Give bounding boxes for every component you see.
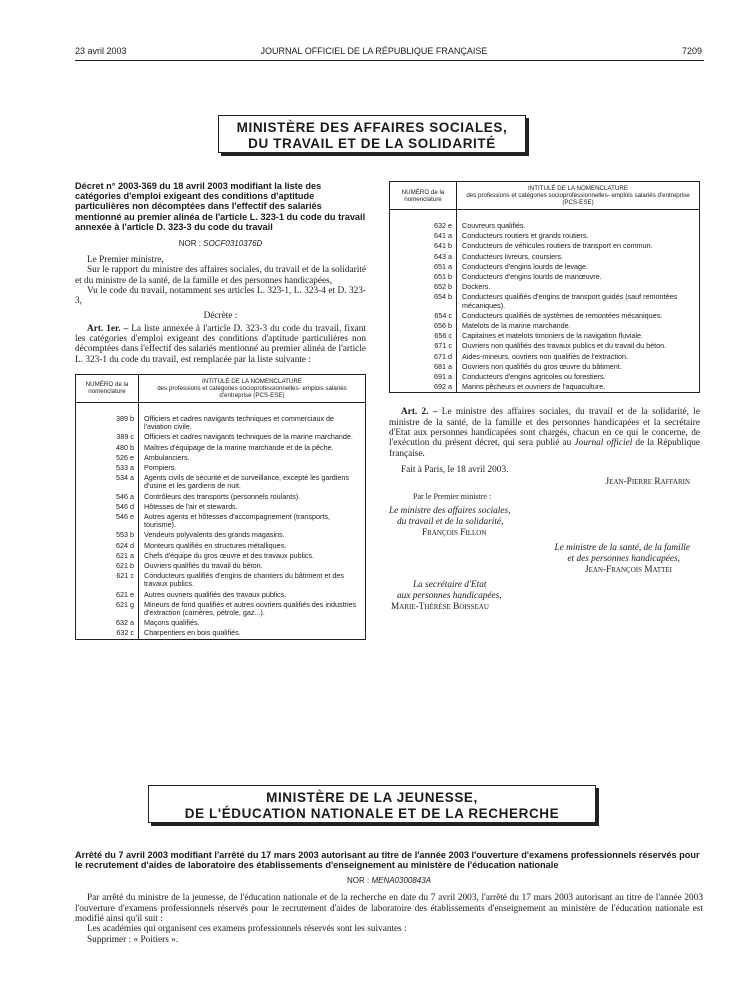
article-1-text: La liste annexée à l'article D. 323-3 du code du travail, fixant les catégories d'emploi exigeant des conditions d'aptitude particulières non décomptées dans l'effectif des salariés mentionné au premier alinéa de l'article L. 323-1 du code du travail, est remplacée par la liste suivante : <box>75 323 366 365</box>
nomenclature-code: 526 e <box>76 453 139 463</box>
signatory-title: Le ministre des affaires sociales, <box>389 506 511 517</box>
nomenclature-label: Agents civils de sécurité et de surveillance, excepté les gardiens d'usine et les gardiens de nuit. <box>139 473 366 491</box>
nomenclature-label: Conducteurs d'engins lourds de manœuvre. <box>457 272 700 282</box>
table-row <box>76 414 366 432</box>
header-rule <box>75 60 704 61</box>
intitule-subtitle: des professions et catégories socioprofessionnelles- emplois salariés d'entreprise (PCS-ESE) <box>466 192 690 206</box>
nomenclature-label: Maîtres d'équipage de la marine marchande et de la pêche. <box>139 443 366 453</box>
signatory-title: du travail et de la solidarité, <box>397 517 504 528</box>
table-row <box>390 321 700 331</box>
table-row <box>390 382 700 393</box>
fait-a-paris: Fait à Paris, le 18 avril 2003. <box>401 464 509 475</box>
nomenclature-label: Conducteurs d'engins lourds de levage. <box>457 262 700 272</box>
table-row <box>390 221 700 231</box>
arrete-paragraph: Supprimer : « Poitiers ». <box>87 934 179 945</box>
nomenclature-label: Ambulanciers. <box>139 453 366 463</box>
table-row <box>390 282 700 292</box>
nomenclature-code: 553 b <box>76 530 139 540</box>
nomenclature-label: Conducteurs livreurs, coursiers. <box>457 252 700 262</box>
arrete-title: Arrêté du 7 avril 2003 modifiant l'arrêté du 17 mars 2003 autorisant au titre de l'année 2003 l'ouverture d'examens professionnels réservés pour le recrutement d'aides de laboratoire des établissements d'enseignement au ministère de l'éducation nationale <box>75 850 700 871</box>
nomenclature-label: Autres ouvriers qualifiés des travaux publics. <box>139 590 366 600</box>
nomenclature-code: 641 a <box>390 231 457 241</box>
table-row <box>76 512 366 530</box>
header-date: 23 avril 2003 <box>75 46 127 56</box>
nomenclature-label: Officiers et cadres navigants techniques et commerciaux de l'aviation civile. <box>139 414 366 432</box>
nomenclature-label: Mineurs de fond qualifiés et autres ouvriers qualifiés des industries d'extraction (carrières, pétrole, gaz...). <box>139 600 366 618</box>
ministry-heading-line2: DE L'ÉDUCATION NATIONALE ET DE LA RECHERCHE <box>184 806 560 821</box>
decret-title: Décret n° 2003-369 du 18 avril 2003 modifiant la liste des catégories d'emploi exigeant des conditions d'aptitude particulières non décomptées dans l'effectif des salariés mentionné au premier alinéa de l'article L. 323-1 du code du travail annexée à l'article D. 323-3 du code du travail <box>75 181 366 232</box>
header-journal-title: JOURNAL OFFICIEL DE LA RÉPUBLIQUE FRANÇAISE <box>260 46 488 56</box>
nomenclature-code: 671 d <box>390 352 457 362</box>
nomenclature-code: 546 a <box>76 492 139 502</box>
nomenclature-label: Conducteurs qualifiés d'engins de transport guidés (sauf remontées mécaniques). <box>457 292 700 310</box>
nomenclature-code: 632 e <box>390 221 457 231</box>
table-row <box>390 231 700 241</box>
nomenclature-label: Contrôleurs des transports (personnels roulants). <box>139 492 366 502</box>
nomenclature-code: 643 a <box>390 252 457 262</box>
ministry-heading-line1: MINISTÈRE DE LA JEUNESSE, <box>266 790 478 805</box>
nomenclature-label: Pompiers. <box>139 463 366 473</box>
signatory-title: La secrétaire d'Etat <box>413 580 487 591</box>
nomenclature-code: 624 d <box>76 541 139 551</box>
signature-premier-ministre: Jean-Pierre Raffarin <box>605 477 690 488</box>
table-row <box>76 571 366 589</box>
left-column <box>75 181 366 640</box>
table-row <box>76 628 366 639</box>
table-row <box>76 551 366 561</box>
decrete-label: Décrète : <box>203 310 238 321</box>
column-header-intitule <box>139 374 366 402</box>
nomenclature-label: Capitaines et matelots timoniers de la navigation fluviale. <box>457 331 700 341</box>
nomenclature-code: 632 c <box>76 628 139 639</box>
nomenclature-code: 546 d <box>76 502 139 512</box>
decret-paragraph: Sur le rapport du ministre des affaires sociales, du travail et de la solidarité et du ministre de la santé, de la famille et des personnes handicapées, <box>75 265 366 286</box>
article-2 <box>389 407 700 458</box>
nomenclature-label: Ouvriers non qualifiés du gros œuvre du bâtiment. <box>457 362 700 372</box>
ministry-heading-box <box>218 115 526 153</box>
signatory-title: aux personnes handicapées, <box>397 591 502 602</box>
nomenclature-code: 652 b <box>390 282 457 292</box>
nomenclature-label: Conducteurs qualifiés de systèmes de remontées mécaniques. <box>457 311 700 321</box>
nomenclature-code: 681 a <box>390 362 457 372</box>
nomenclature-label: Officiers et cadres navigants techniques de la marine marchande. <box>139 432 366 442</box>
nomenclature-label: Hôtesses de l'air et stewards. <box>139 502 366 512</box>
table-row <box>76 502 366 512</box>
table-row <box>390 262 700 272</box>
table-row <box>390 311 700 321</box>
column-header-numero: NUMÉRO de la nomenclature <box>390 182 457 210</box>
decret-nor-label: NOR : <box>178 239 201 249</box>
nomenclature-label: Couvreurs qualifiés. <box>457 221 700 231</box>
article-1 <box>75 324 366 365</box>
arrete-section <box>75 850 703 945</box>
intitule-subtitle: des professions et catégories socioprofessionnelles- emplois salariés d'entreprise (PCS-ESE) <box>157 384 347 399</box>
nomenclature-label: Conducteurs qualifiés d'engins de chantiers du bâtiment et des travaux publics. <box>139 571 366 589</box>
nomenclature-code: 656 c <box>390 331 457 341</box>
nomenclature-code: 389 c <box>76 432 139 442</box>
nomenclature-code: 546 e <box>76 512 139 530</box>
intitule-title: INTITULÉ DE LA NOMENCLATURE <box>528 185 628 192</box>
intitule-title: INTITULÉ DE LA NOMENCLATURE <box>202 377 302 385</box>
nomenclature-code: 389 b <box>76 414 139 432</box>
arrete-nor-label: NOR : <box>346 876 370 886</box>
signatory-title: et des personnes handicapées, <box>567 554 680 565</box>
table-row <box>76 432 366 442</box>
arrete-paragraph: Les académies qui organisent ces examens professionnels réservés sont les suivantes : <box>87 924 407 935</box>
nomenclature-code: 641 b <box>390 241 457 251</box>
table-row <box>76 473 366 491</box>
nomenclature-code: 691 a <box>390 372 457 382</box>
nomenclature-code: 654 c <box>390 311 457 321</box>
table-row <box>76 541 366 551</box>
signature-mattei: Jean-François Mattei <box>584 565 672 576</box>
article-2-text-end: de la République française. <box>389 438 701 459</box>
right-column <box>389 181 700 613</box>
nomenclature-code: 480 b <box>76 443 139 453</box>
table-row <box>390 352 700 362</box>
article-2-label: Art. 2. – <box>401 407 438 418</box>
nomenclature-code: 651 b <box>390 272 457 282</box>
nomenclature-label: Aides-mineurs, ouvriers non qualifiés de l'extraction. <box>457 352 700 362</box>
nomenclature-label: Conducteurs routiers et grands routiers. <box>457 231 700 241</box>
table-row <box>390 372 700 382</box>
nomenclature-table-left <box>75 374 366 640</box>
decret-paragraph: Le Premier ministre, <box>87 255 164 266</box>
nomenclature-label: Chefs d'équipe du gros œuvre et des travaux publics. <box>139 551 366 561</box>
signatory-block-mattei <box>389 543 700 576</box>
signature-fillon: François Fillon <box>422 528 487 539</box>
nomenclature-label: Conducteurs d'engins agricoles ou forestiers. <box>457 372 700 382</box>
nomenclature-label: Vendeurs polyvalents des grands magasins. <box>139 530 366 540</box>
ministry-heading-box <box>148 785 596 823</box>
arrete-nor-code: MENA0300843A <box>371 876 432 886</box>
table-row <box>390 292 700 310</box>
table-row <box>76 530 366 540</box>
table-row <box>76 492 366 502</box>
par-le-premier-ministre: Par le Premier ministre : <box>413 492 492 502</box>
journal-officiel-ref: Journal officiel <box>574 438 633 449</box>
nomenclature-code: 692 a <box>390 382 457 393</box>
table-row <box>76 590 366 600</box>
nomenclature-code: 533 a <box>76 463 139 473</box>
article-1-label: Art. 1er. – <box>87 323 129 334</box>
arrete-nor <box>75 876 703 885</box>
arrete-paragraph: Par arrêté du ministre de la jeunesse, de l'éducation nationale et de la recherche en date du 7 avril 2003, l'arrêté du 17 mars 2003 autorisant au titre de l'année 2003 l'ouverture d'examens professionnels réservés pour le recrutement d'aides de laboratoire des établissements d'enseignement au ministère de l'éducation nationale est modifié ainsi qu'il suit : <box>75 893 703 924</box>
nomenclature-code: 621 e <box>76 590 139 600</box>
table-row <box>76 443 366 453</box>
nomenclature-label: Dockers. <box>457 282 700 292</box>
ministry-heading-line1: MINISTÈRE DES AFFAIRES SOCIALES, <box>236 120 508 135</box>
nomenclature-label: Maçons qualifiés. <box>139 618 366 628</box>
table-row <box>76 618 366 628</box>
nomenclature-label: Charpentiers en bois qualifiés. <box>139 628 366 639</box>
table-row <box>76 453 366 463</box>
table-row <box>390 331 700 341</box>
table-row <box>390 341 700 351</box>
nomenclature-code: 656 b <box>390 321 457 331</box>
nomenclature-code: 621 a <box>76 551 139 561</box>
nomenclature-label: Marins pêcheurs et ouvriers de l'aquaculture. <box>457 382 700 393</box>
ministry-heading-line2: DU TRAVAIL ET DE LA SOLIDARITÉ <box>248 136 496 151</box>
table-row <box>390 252 700 262</box>
signatory-block-fillon <box>389 506 700 539</box>
nomenclature-table-right <box>389 181 700 393</box>
nomenclature-code: 534 a <box>76 473 139 491</box>
nomenclature-label: Conducteurs de véhicules routiers de transport en commun. <box>457 241 700 251</box>
header-page-number: 7209 <box>681 46 702 56</box>
column-header-numero: NUMÉRO de la nomenclature <box>76 374 139 402</box>
nomenclature-code: 671 c <box>390 341 457 351</box>
nomenclature-code: 621 g <box>76 600 139 618</box>
table-row <box>390 362 700 372</box>
nomenclature-code: 632 a <box>76 618 139 628</box>
decret-nor <box>75 239 366 248</box>
table-row <box>390 272 700 282</box>
signature-boisseau: Marie-Thérèse Boisseau <box>391 602 489 613</box>
column-header-intitule <box>457 182 700 210</box>
decret-paragraph: Vu le code du travail, notamment ses articles L. 323-1, L. 323-4 et D. 323-3, <box>75 285 366 307</box>
signatory-title: Le ministre de la santé, de la famille <box>554 543 690 554</box>
nomenclature-label: Monteurs qualifiés en structures métalliques. <box>139 541 366 551</box>
nomenclature-label: Ouvriers qualifiés du travail du béton. <box>139 561 366 571</box>
nomenclature-code: 621 c <box>76 571 139 589</box>
table-row <box>390 241 700 251</box>
article-2-text: Le ministre des affaires sociales, du travail et de la solidarité, le ministre de la santé, de la famille et des personnes handicapées et la secrétaire d'Etat aux personnes handicapées sont chargés, chacun en ce qui le concerne, de l'exécution du présent décret, qui sera publié au <box>389 407 701 449</box>
table-row <box>76 600 366 618</box>
nomenclature-code: 621 b <box>76 561 139 571</box>
table-row <box>76 561 366 571</box>
decret-nor-code: SOCF0310376D <box>203 239 263 249</box>
nomenclature-code: 654 b <box>390 292 457 310</box>
nomenclature-label: Autres agents et hôtesses d'accompagnement (transports, tourisme). <box>139 512 366 530</box>
nomenclature-label: Matelots de la marine marchande. <box>457 321 700 331</box>
nomenclature-label: Ouvriers non qualifiés des travaux publics et du travail du béton. <box>457 341 700 351</box>
signatory-block-boisseau <box>389 580 700 613</box>
nomenclature-code: 651 a <box>390 262 457 272</box>
table-row <box>76 463 366 473</box>
